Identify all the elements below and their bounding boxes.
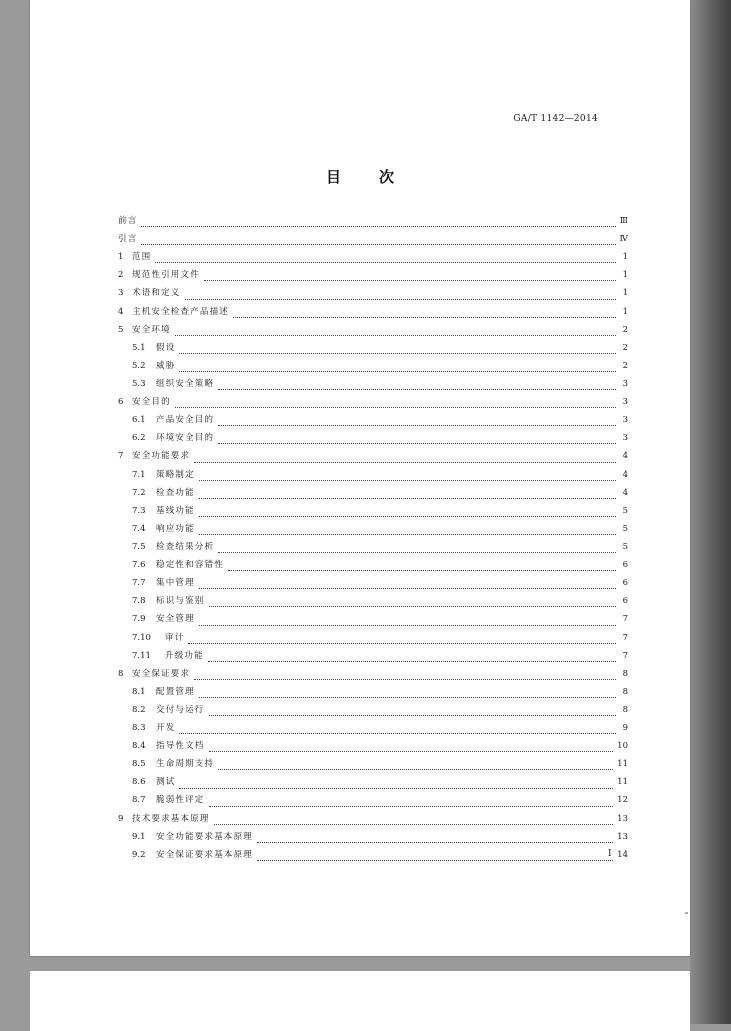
toc-entry-page: Ⅲ <box>619 215 628 226</box>
toc-entry-number: 8.3 <box>132 723 146 734</box>
toc-entry-title: 标识与鉴别 <box>156 596 205 607</box>
toc-entry[interactable] <box>118 212 628 230</box>
toc-entry-number: 8 <box>118 668 124 679</box>
toc-leader-dots <box>233 309 616 318</box>
toc-leader-dots <box>257 834 613 843</box>
toc-leader-dots <box>257 852 613 861</box>
toc-entry-page: 4 <box>622 487 628 498</box>
toc-leader-dots <box>199 526 616 535</box>
toc-entry-title: 测试 <box>156 777 176 788</box>
toc-entry-page: 6 <box>622 596 628 607</box>
toc-entry[interactable] <box>118 393 628 411</box>
toc-entry-number: 9.1 <box>132 831 146 842</box>
toc-leader-dots <box>209 598 616 607</box>
toc-leader-dots <box>179 725 616 734</box>
toc-entry-page: 3 <box>622 433 628 444</box>
toc-entry-page: 1 <box>622 288 628 299</box>
toc-leader-dots <box>175 399 616 408</box>
toc-entry[interactable] <box>118 447 628 465</box>
page-number: I <box>608 849 612 859</box>
toc-entry-title: 稳定性和容错性 <box>156 560 224 571</box>
toc-entry[interactable] <box>118 719 628 737</box>
toc-entry[interactable] <box>118 339 628 357</box>
toc-entry-page: 1 <box>622 306 628 317</box>
toc-leader-dots <box>175 327 616 336</box>
toc-entry-page: 11 <box>617 777 628 788</box>
toc-entry-title: 开发 <box>156 723 176 734</box>
toc-entry-page: 5 <box>622 505 628 516</box>
toc-entry-title: 安全保证要求 <box>132 668 191 679</box>
toc-entry-page: 5 <box>622 541 628 552</box>
toc-leader-dots <box>199 472 616 481</box>
toc-entry-title: 环境安全目的 <box>156 433 215 444</box>
toc-entry-number: 8.1 <box>132 686 146 697</box>
toc-entry-number: 8.6 <box>132 777 146 788</box>
toc-entry-number: 7 <box>118 451 124 462</box>
toc-entry-title: 威胁 <box>156 360 176 371</box>
standard-code: GA/T 1142—2014 <box>513 114 598 124</box>
toc-entry-title: 检查功能 <box>156 487 195 498</box>
toc-entry[interactable] <box>118 647 628 665</box>
toc-entry-page: 3 <box>622 378 628 389</box>
toc-leader-dots <box>208 653 616 662</box>
toc-entry[interactable] <box>118 792 628 810</box>
toc-entry-page: 8 <box>622 686 628 697</box>
toc-entry-page: 13 <box>617 813 628 824</box>
toc-entry[interactable] <box>118 520 628 538</box>
toc-leader-dots <box>179 345 616 354</box>
toc-entry-page: 11 <box>617 759 628 770</box>
toc-entry-page: 4 <box>622 469 628 480</box>
toc-entry-number: 7.9 <box>132 614 146 625</box>
toc-leader-dots <box>199 508 616 517</box>
toc-entry-title: 安全功能要求基本原理 <box>156 831 254 842</box>
toc-leader-dots <box>199 617 616 626</box>
toc-entry-page: Ⅳ <box>619 234 628 245</box>
toc-entry[interactable] <box>118 502 628 520</box>
toc-entry[interactable] <box>118 357 628 375</box>
toc-entry-title: 引言 <box>118 234 138 245</box>
toc-entry-title: 产品安全目的 <box>156 415 215 426</box>
toc-entry-page: 8 <box>622 704 628 715</box>
toc-entry-page: 2 <box>622 342 628 353</box>
toc-leader-dots <box>185 291 616 300</box>
toc-entry-page: 10 <box>617 741 628 752</box>
toc-entry[interactable] <box>118 230 628 248</box>
table-of-contents <box>118 212 628 864</box>
toc-title <box>30 166 690 187</box>
toc-entry-number: 7.3 <box>132 505 146 516</box>
toc-entry[interactable] <box>118 266 628 284</box>
toc-entry-number: 7.5 <box>132 541 146 552</box>
toc-entry-page: 5 <box>622 523 628 534</box>
toc-leader-dots <box>214 816 614 825</box>
toc-entry-number: 7.10 <box>132 632 151 643</box>
toc-entry-page: 9 <box>622 723 628 734</box>
toc-entry-title: 脆弱性评定 <box>156 795 205 806</box>
toc-entry-page: 7 <box>622 632 628 643</box>
toc-leader-dots <box>218 544 616 553</box>
toc-entry[interactable] <box>118 284 628 302</box>
viewer-side-strip <box>690 0 731 1024</box>
toc-entry-number: 6.2 <box>132 433 146 444</box>
toc-entry-page: 6 <box>622 578 628 589</box>
toc-leader-dots <box>209 798 614 807</box>
toc-entry-title: 集中管理 <box>156 578 195 589</box>
toc-entry[interactable] <box>118 248 628 266</box>
toc-entry-page: 8 <box>622 668 628 679</box>
toc-entry[interactable] <box>118 538 628 556</box>
toc-entry[interactable] <box>118 773 628 791</box>
toc-entry-number: 4 <box>118 306 124 317</box>
toc-entry[interactable] <box>118 755 628 773</box>
toc-entry-number: 7.4 <box>132 523 146 534</box>
toc-entry[interactable] <box>118 846 628 864</box>
toc-entry-number: 1 <box>118 252 124 263</box>
toc-entry-title: 安全保证要求基本原理 <box>156 849 254 860</box>
toc-entry[interactable] <box>118 737 628 755</box>
toc-leader-dots <box>194 671 616 680</box>
toc-entry[interactable] <box>118 629 628 647</box>
toc-leader-dots <box>209 707 616 716</box>
toc-entry[interactable] <box>118 484 628 502</box>
toc-entry-number: 7.2 <box>132 487 146 498</box>
toc-entry-title: 检查结果分析 <box>156 541 215 552</box>
toc-entry[interactable] <box>118 701 628 719</box>
toc-entry-number: 9 <box>118 813 124 824</box>
scan-speck <box>685 912 688 914</box>
toc-entry-title: 升级功能 <box>165 650 204 661</box>
toc-leader-dots <box>155 254 616 263</box>
toc-entry-page: 2 <box>622 360 628 371</box>
toc-entry[interactable] <box>118 592 628 610</box>
toc-entry-title: 假设 <box>156 342 176 353</box>
toc-entry-title: 技术要求基本原理 <box>132 813 210 824</box>
toc-entry-number: 8.5 <box>132 759 146 770</box>
toc-title-char-2: 次 <box>379 168 395 186</box>
toc-leader-dots <box>199 580 616 589</box>
toc-entry[interactable] <box>118 303 628 321</box>
toc-entry[interactable] <box>118 828 628 846</box>
toc-entry-title: 基线功能 <box>156 505 195 516</box>
toc-entry-title: 指导性文档 <box>156 741 205 752</box>
toc-entry-title: 响应功能 <box>156 523 195 534</box>
toc-leader-dots <box>141 218 615 227</box>
toc-entry-title: 组织安全策略 <box>156 378 215 389</box>
toc-leader-dots <box>188 635 616 644</box>
toc-entry-title: 术语和定义 <box>132 288 181 299</box>
toc-entry-number: 3 <box>118 288 124 299</box>
document-page <box>30 0 690 956</box>
toc-entry-page: 6 <box>622 560 628 571</box>
toc-leader-dots <box>194 454 616 463</box>
toc-entry-page: 7 <box>622 650 628 661</box>
toc-title-char-1: 目 <box>325 168 341 186</box>
toc-leader-dots <box>218 761 613 770</box>
toc-entry[interactable] <box>118 810 628 828</box>
toc-leader-dots <box>218 381 616 390</box>
toc-entry-page: 14 <box>617 849 628 860</box>
toc-entry[interactable] <box>118 574 628 592</box>
toc-entry-title: 交付与运行 <box>156 704 205 715</box>
next-document-page <box>30 971 690 1031</box>
toc-entry-number: 5.2 <box>132 360 146 371</box>
toc-entry[interactable] <box>118 466 628 484</box>
toc-entry-page: 13 <box>617 831 628 842</box>
toc-leader-dots <box>228 562 616 571</box>
toc-entry-number: 9.2 <box>132 849 146 860</box>
toc-entry-page: 3 <box>622 415 628 426</box>
toc-leader-dots <box>141 236 615 245</box>
toc-entry-title: 安全管理 <box>156 614 195 625</box>
toc-entry-title: 安全功能要求 <box>132 451 191 462</box>
toc-entry-page: 2 <box>622 324 628 335</box>
toc-entry-number: 7.6 <box>132 560 146 571</box>
toc-entry[interactable] <box>118 683 628 701</box>
toc-entry-page: 7 <box>622 614 628 625</box>
toc-entry-number: 8.4 <box>132 741 146 752</box>
toc-leader-dots <box>204 272 616 281</box>
toc-leader-dots <box>209 743 614 752</box>
toc-entry-number: 8.2 <box>132 704 146 715</box>
toc-leader-dots <box>179 780 613 789</box>
toc-entry-title: 策略制定 <box>156 469 195 480</box>
toc-entry-page: 3 <box>622 397 628 408</box>
toc-entry-title: 主机安全检查产品描述 <box>132 306 230 317</box>
toc-entry-number: 6.1 <box>132 415 146 426</box>
toc-entry[interactable] <box>118 665 628 683</box>
toc-leader-dots <box>218 435 616 444</box>
toc-leader-dots <box>199 490 616 499</box>
toc-entry[interactable] <box>118 411 628 429</box>
toc-entry[interactable] <box>118 321 628 339</box>
toc-entry-title: 前言 <box>118 215 138 226</box>
toc-entry-title: 配置管理 <box>156 686 195 697</box>
toc-entry-title: 安全目的 <box>132 397 171 408</box>
toc-entry-page: 1 <box>622 252 628 263</box>
toc-entry[interactable] <box>118 429 628 447</box>
toc-entry-title: 规范性引用文件 <box>132 270 200 281</box>
toc-entry[interactable] <box>118 556 628 574</box>
toc-entry-number: 5.1 <box>132 342 146 353</box>
toc-entry-title: 安全环境 <box>132 324 171 335</box>
toc-entry-page: 1 <box>622 270 628 281</box>
toc-leader-dots <box>199 689 616 698</box>
toc-leader-dots <box>218 417 616 426</box>
toc-entry-number: 8.7 <box>132 795 146 806</box>
toc-leader-dots <box>179 363 616 372</box>
toc-entry-page: 4 <box>622 451 628 462</box>
toc-entry-title: 生命周期支持 <box>156 759 215 770</box>
toc-entry-number: 5 <box>118 324 124 335</box>
toc-entry-number: 5.3 <box>132 378 146 389</box>
toc-entry-number: 7.8 <box>132 596 146 607</box>
toc-entry-number: 6 <box>118 397 124 408</box>
toc-entry-number: 7.11 <box>132 650 151 661</box>
toc-entry-number: 2 <box>118 270 124 281</box>
toc-entry[interactable] <box>118 375 628 393</box>
toc-entry-page: 12 <box>617 795 628 806</box>
toc-entry-number: 7.7 <box>132 578 146 589</box>
toc-entry-title: 范围 <box>132 252 152 263</box>
toc-entry-number: 7.1 <box>132 469 146 480</box>
toc-entry[interactable] <box>118 610 628 628</box>
toc-entry-title: 审计 <box>165 632 185 643</box>
